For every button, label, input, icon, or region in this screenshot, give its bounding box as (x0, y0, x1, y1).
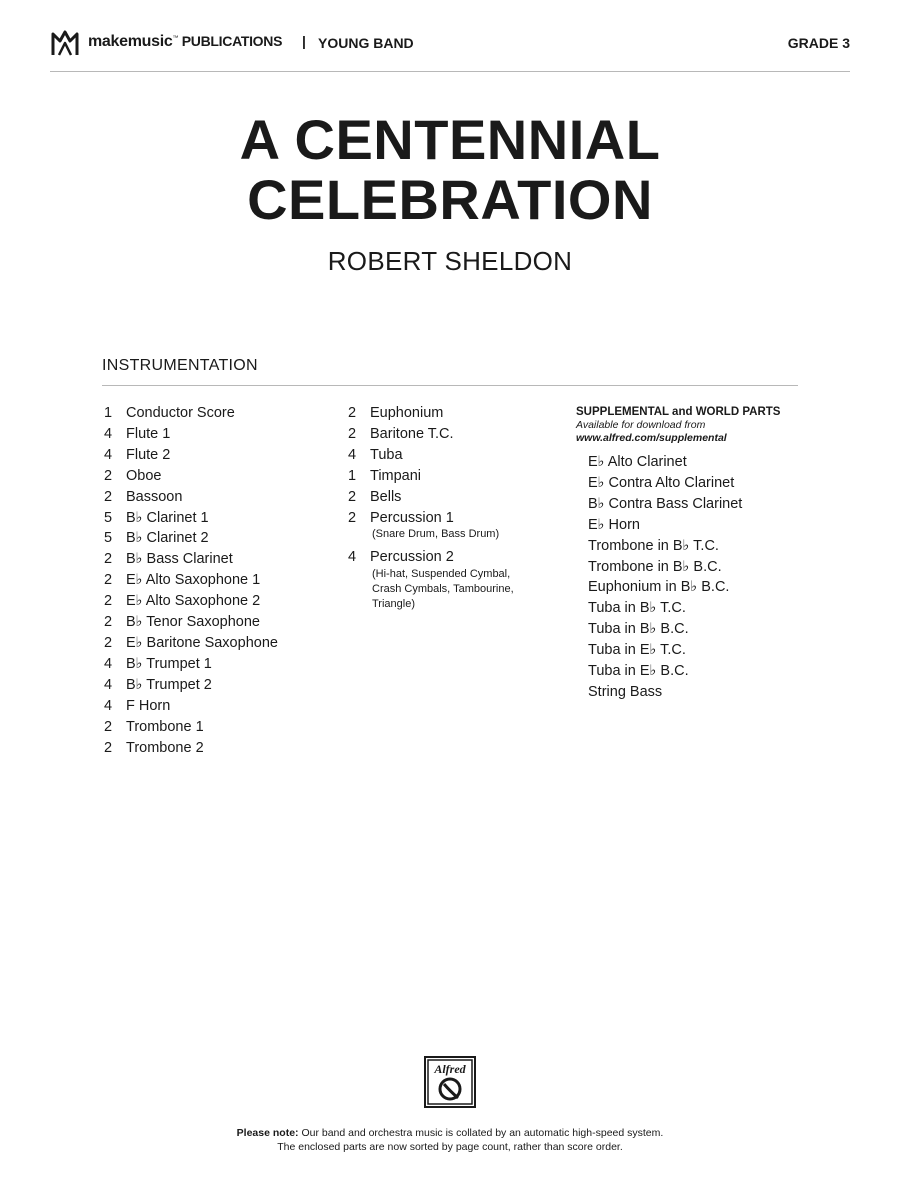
piece-title (0, 110, 900, 230)
instrument-item (104, 528, 278, 549)
supplemental-title: SUPPLEMENTAL and WORLD PARTS (576, 406, 781, 418)
instrumentation-divider (102, 385, 798, 386)
instrument-quantity: 1 (104, 405, 113, 421)
instrument-item (104, 508, 278, 529)
instrument-quantity: 2 (348, 509, 357, 526)
instrument-note: (Snare Drum, Bass Drum) (372, 528, 500, 541)
title-line-1: A CENTENNIAL (239, 108, 661, 171)
instrument-item (104, 403, 278, 424)
supplemental-item: E♭ Alto Clarinet (588, 454, 687, 470)
supplemental-item: String Bass (588, 683, 663, 700)
instrument-quantity: 4 (104, 676, 113, 693)
footer-note-text-1: Our band and orchestra music is collated by an automatic high-speed system. (298, 1127, 664, 1139)
instrument-name: F Horn (126, 697, 171, 714)
instrument-item (104, 654, 278, 675)
instrument-item (104, 549, 278, 570)
instrument-quantity: 4 (348, 549, 357, 566)
instrument-name: B♭ Bass Clarinet (126, 551, 233, 568)
footer-line-1 (0, 1126, 900, 1140)
supplemental-item: B♭ Contra Bass Clarinet (588, 495, 743, 512)
instrument-quantity: 2 (104, 634, 113, 651)
instrument-quantity: 2 (104, 488, 113, 505)
instrument-item (104, 424, 278, 445)
composer-name: ROBERT SHELDON (327, 246, 573, 276)
instrument-item (104, 738, 278, 759)
instrument-name: B♭ Clarinet 2 (126, 530, 209, 547)
instrument-name: Bells (370, 488, 402, 505)
supplemental-item: Tuba in B♭ T.C. (588, 600, 686, 617)
supplemental-item: E♭ Horn (588, 516, 640, 533)
instrument-quantity: 5 (104, 509, 113, 526)
instrument-quantity: 2 (348, 405, 357, 421)
instrument-name: Percussion 2 (370, 549, 454, 566)
instrument-quantity: 5 (104, 530, 113, 547)
instrument-name: Oboe (126, 467, 162, 484)
instrument-item (348, 487, 514, 508)
makemusic-logo-icon (50, 28, 80, 58)
instrument-quantity: 2 (104, 551, 113, 568)
instrument-name: Baritone T.C. (370, 425, 454, 442)
supplemental-url: www.alfred.com/supplemental (576, 432, 727, 444)
instrument-name: B♭ Trumpet 1 (126, 655, 212, 672)
instrument-item (348, 508, 514, 543)
instrument-item (348, 466, 514, 487)
supplemental-item: Trombone in B♭ T.C. (588, 537, 719, 554)
instrument-name: Conductor Score (126, 405, 235, 421)
instrument-note: (Hi-hat, Suspended Cymbal, Crash Cymbals, Tambourine, Triangle) (372, 568, 514, 611)
supplemental-item: Tuba in B♭ B.C. (588, 621, 689, 638)
instrument-item (348, 547, 514, 612)
brand-name: makemusic™ PUBLICATIONS (88, 33, 283, 50)
instrument-item (348, 403, 514, 424)
collation-note (0, 1126, 900, 1154)
instrument-name: E♭ Alto Saxophone 2 (126, 593, 261, 610)
instrument-list-column-2 (348, 403, 514, 617)
instrument-name: E♭ Baritone Saxophone (126, 634, 278, 651)
instrument-name: Flute 1 (126, 425, 171, 442)
title-line-2: CELEBRATION (247, 168, 653, 231)
instrument-name: Timpani (370, 467, 422, 484)
instrument-name: E♭ Alto Saxophone 1 (126, 572, 261, 589)
instrument-quantity: 4 (104, 425, 113, 442)
supplemental-subtitle: Available for download from (576, 419, 706, 431)
instrument-name: Flute 2 (126, 446, 171, 463)
series-label: YOUNG BAND (318, 35, 414, 51)
instrument-item (104, 696, 278, 717)
instrument-name: B♭ Trumpet 2 (126, 676, 212, 693)
instrument-quantity: 4 (104, 446, 113, 463)
instrument-item (104, 487, 278, 508)
instrument-name: Percussion 1 (370, 509, 454, 526)
instrument-quantity: 4 (348, 446, 357, 463)
supplemental-item: E♭ Contra Alto Clarinet (588, 474, 735, 491)
instrument-quantity: 4 (104, 697, 113, 714)
instrument-item (104, 633, 278, 654)
grade-label: GRADE 3 (787, 35, 850, 51)
supplemental-item: Tuba in E♭ B.C. (588, 663, 689, 680)
alfred-logo-text: Alfred (434, 1062, 466, 1076)
instrument-item (104, 570, 278, 591)
instrument-quantity: 2 (348, 488, 357, 505)
footer-note-text-2: The enclosed parts are now sorted by page count, rather than score order. (277, 1141, 623, 1153)
instrument-name: Bassoon (126, 488, 183, 505)
instrument-item (348, 424, 514, 445)
instrument-name: Tuba (370, 446, 403, 463)
supplemental-item: Trombone in B♭ B.C. (588, 558, 722, 575)
supplemental-list (588, 452, 780, 703)
instrument-name: Trombone 2 (126, 739, 204, 756)
instrument-item (104, 591, 278, 612)
instrument-quantity: 1 (348, 467, 357, 484)
instrument-item (104, 466, 278, 487)
instrument-list-column-1 (104, 403, 278, 758)
instrument-item (348, 445, 514, 466)
instrumentation-heading: INSTRUMENTATION (102, 357, 258, 374)
supplemental-item: Euphonium in B♭ B.C. (588, 579, 730, 596)
instrument-name: B♭ Clarinet 1 (126, 509, 209, 526)
instrument-quantity: 2 (104, 572, 113, 589)
instrument-name: B♭ Tenor Saxophone (126, 614, 260, 631)
instrument-quantity: 2 (348, 425, 357, 442)
alfred-logo-icon (424, 1056, 476, 1108)
page-header (50, 28, 850, 58)
instrument-name: Euphonium (370, 405, 444, 421)
instrument-item (104, 675, 278, 696)
instrument-quantity: 2 (104, 467, 113, 484)
instrument-quantity: 4 (104, 655, 113, 672)
instrument-item (104, 717, 278, 738)
header-divider (50, 71, 850, 72)
instrument-quantity: 2 (104, 593, 113, 610)
instrument-quantity: 2 (104, 614, 113, 631)
instrument-item (104, 612, 278, 633)
instrument-quantity: 2 (104, 718, 113, 735)
supplemental-parts (576, 405, 780, 703)
footer-note-label: Please note: (236, 1127, 299, 1139)
header-separator: | (302, 33, 306, 49)
instrument-item (104, 445, 278, 466)
instrument-name: Trombone 1 (126, 718, 204, 735)
supplemental-item: Tuba in E♭ T.C. (588, 642, 686, 659)
instrument-quantity: 2 (104, 739, 113, 756)
